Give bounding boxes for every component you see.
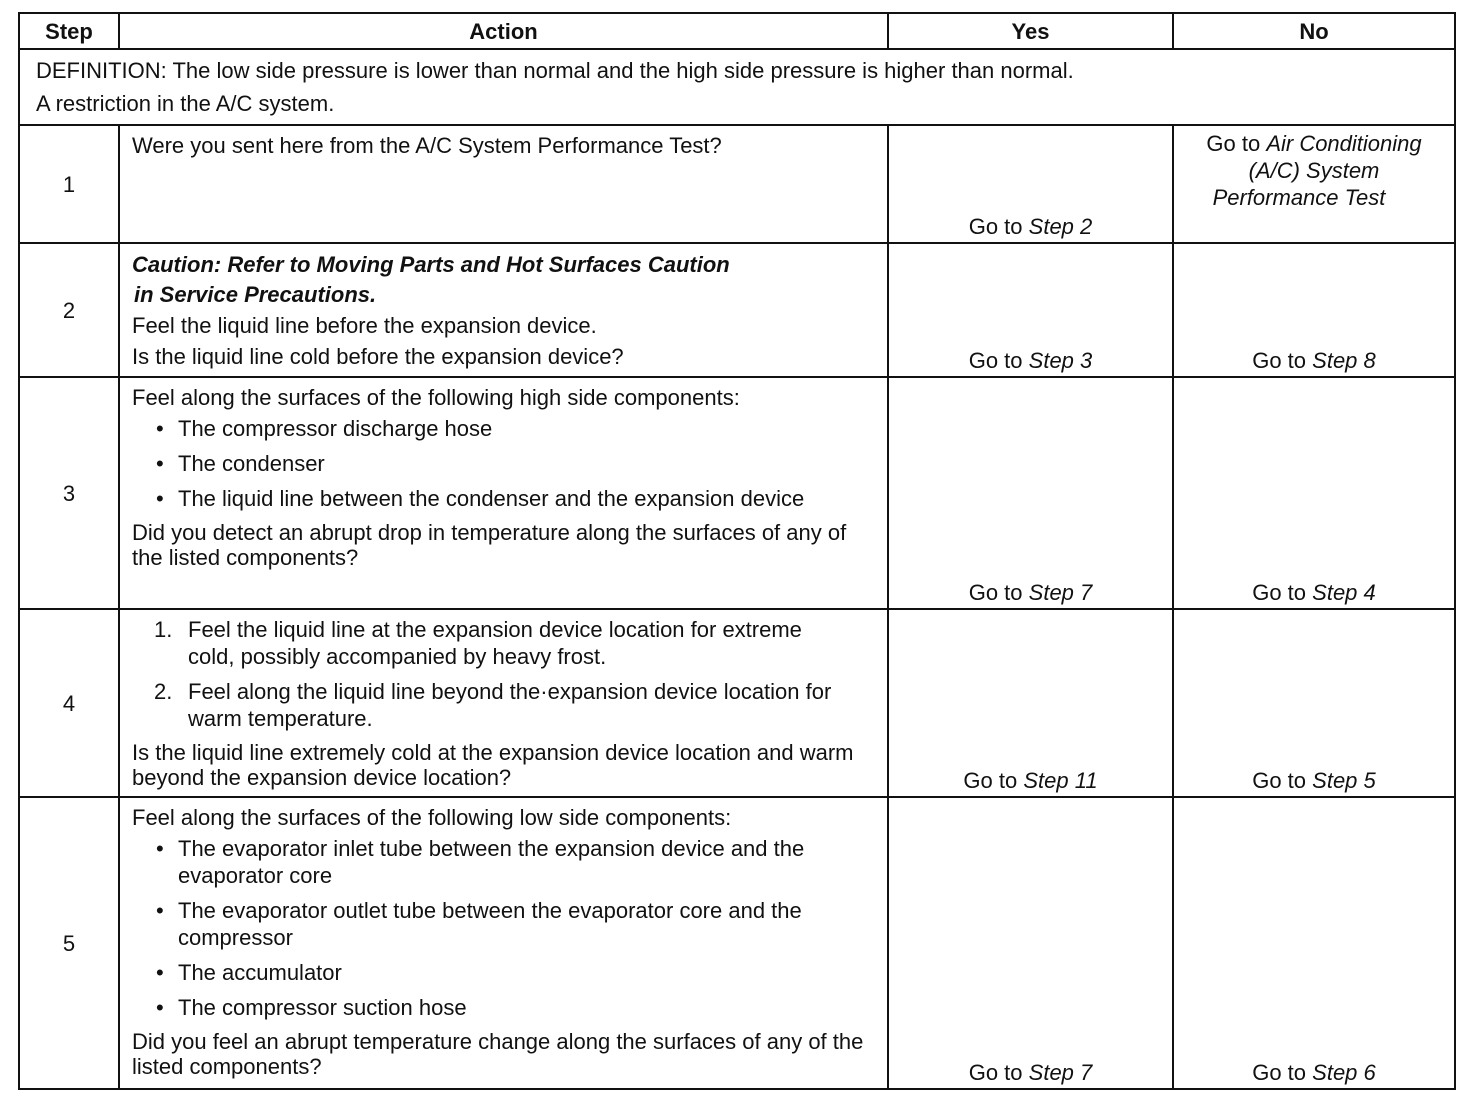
question-text: Were you sent here from the A/C System Performance Test? — [132, 133, 722, 158]
step-number: 1 — [19, 125, 119, 243]
no-cell — [1173, 377, 1455, 609]
go-to-label: Go to — [968, 1060, 1023, 1085]
step-number: 5 — [19, 797, 119, 1089]
no-cell — [1173, 609, 1455, 797]
go-to-label: Go to — [963, 768, 1018, 793]
yes-cell — [888, 797, 1173, 1089]
component-list — [132, 415, 875, 512]
step-row-4 — [19, 609, 1455, 797]
yes-link[interactable]: Step 7 — [1028, 580, 1093, 605]
step-row-1 — [19, 125, 1455, 243]
definition-row — [19, 49, 1455, 125]
go-to-label: Go to — [968, 348, 1023, 373]
no-link[interactable]: Step 4 — [1312, 580, 1376, 605]
no-link-line-3[interactable]: Performance Test — [1212, 185, 1386, 210]
no-link-line-2[interactable]: (A/C) System — [1248, 158, 1380, 183]
yes-cell — [888, 125, 1173, 243]
list-item: • The liquid line between the condenser and the expansion device — [132, 485, 875, 512]
no-link[interactable]: Step 8 — [1312, 348, 1376, 373]
caution-line-2: in Service Precautions. — [134, 282, 377, 307]
yes-link[interactable]: Step 2 — [1028, 214, 1093, 239]
item-number: 1. — [154, 617, 173, 642]
header-step: Step — [19, 13, 119, 49]
action-cell — [119, 797, 888, 1089]
no-cell — [1173, 125, 1455, 243]
header-no: No — [1173, 13, 1455, 49]
go-to-label: Go to — [1252, 768, 1307, 793]
go-to-label: Go to — [1252, 1060, 1307, 1085]
go-to-label: Go to — [968, 214, 1023, 239]
list-item: • The evaporator inlet tube between the expansion device and the evaporator core — [132, 835, 875, 889]
definition-cell — [19, 49, 1455, 125]
header-row — [19, 13, 1455, 49]
yes-cell — [888, 377, 1173, 609]
diagnostic-table-frame — [18, 12, 1454, 1090]
go-to-label: Go to — [1252, 580, 1307, 605]
list-item: • The compressor discharge hose — [132, 415, 875, 442]
action-cell — [119, 377, 888, 609]
step-number: 3 — [19, 377, 119, 609]
yes-link[interactable]: Step 3 — [1028, 348, 1093, 373]
list-item: • The compressor suction hose — [132, 994, 875, 1021]
action-cell — [119, 609, 888, 797]
intro-text: Feel along the surfaces of the following low side components: — [132, 805, 732, 830]
header-yes: Yes — [888, 13, 1173, 49]
go-to-label: Go to — [968, 580, 1023, 605]
go-to-label: Go to — [1252, 348, 1307, 373]
procedure-list — [132, 616, 875, 732]
caution-line-1: Caution: Refer to Moving Parts and Hot Surfaces Caution — [132, 252, 730, 277]
definition-line-2: A restriction in the A/C system. — [36, 91, 335, 116]
step-number: 2 — [19, 243, 119, 377]
yes-cell — [888, 243, 1173, 377]
no-link[interactable]: Step 6 — [1312, 1060, 1376, 1085]
step-number: 4 — [19, 609, 119, 797]
action-cell — [119, 125, 888, 243]
no-cell — [1173, 243, 1455, 377]
go-to-label: Go to — [1206, 131, 1261, 156]
list-item: • The evaporator outlet tube between the evaporator core and the compressor — [132, 897, 875, 951]
question-text: Did you feel an abrupt temperature change along the surfaces of any of the listed components? — [132, 1029, 864, 1079]
yes-link[interactable]: Step 11 — [1023, 768, 1098, 793]
question-text: Is the liquid line cold before the expansion device? — [132, 344, 624, 369]
step-row-3 — [19, 377, 1455, 609]
no-link[interactable]: Air Conditioning — [1266, 131, 1422, 156]
item-text: Feel along the liquid line beyond the·expansion device location for warm temperature. — [188, 679, 832, 731]
step-row-2 — [19, 243, 1455, 377]
list-item — [132, 678, 875, 732]
component-list — [132, 835, 875, 1021]
intro-text: Feel along the surfaces of the following high side components: — [132, 385, 740, 410]
list-item — [132, 616, 875, 670]
diagnostic-table — [18, 12, 1456, 1090]
no-link[interactable]: Step 5 — [1312, 768, 1376, 793]
definition-line-1: DEFINITION: The low side pressure is lower than normal and the high side pressure is higher than normal. — [36, 58, 1074, 83]
question-text: Is the liquid line extremely cold at the expansion device location and warm beyond the expansion device location? — [132, 740, 854, 790]
action-cell — [119, 243, 888, 377]
question-text: Did you detect an abrupt drop in temperature along the surfaces of any of the listed components? — [132, 520, 847, 570]
item-text: Feel the liquid line at the expansion device location for extreme cold, possibly accompanied by heavy frost. — [188, 617, 802, 669]
list-item: • The accumulator — [132, 959, 875, 986]
header-action: Action — [119, 13, 888, 49]
step-row-5 — [19, 797, 1455, 1089]
yes-cell — [888, 609, 1173, 797]
yes-link[interactable]: Step 7 — [1028, 1060, 1093, 1085]
item-number: 2. — [154, 679, 173, 704]
list-item: • The condenser — [132, 450, 875, 477]
no-cell — [1173, 797, 1455, 1089]
instruction-text: Feel the liquid line before the expansion device. — [132, 313, 597, 338]
